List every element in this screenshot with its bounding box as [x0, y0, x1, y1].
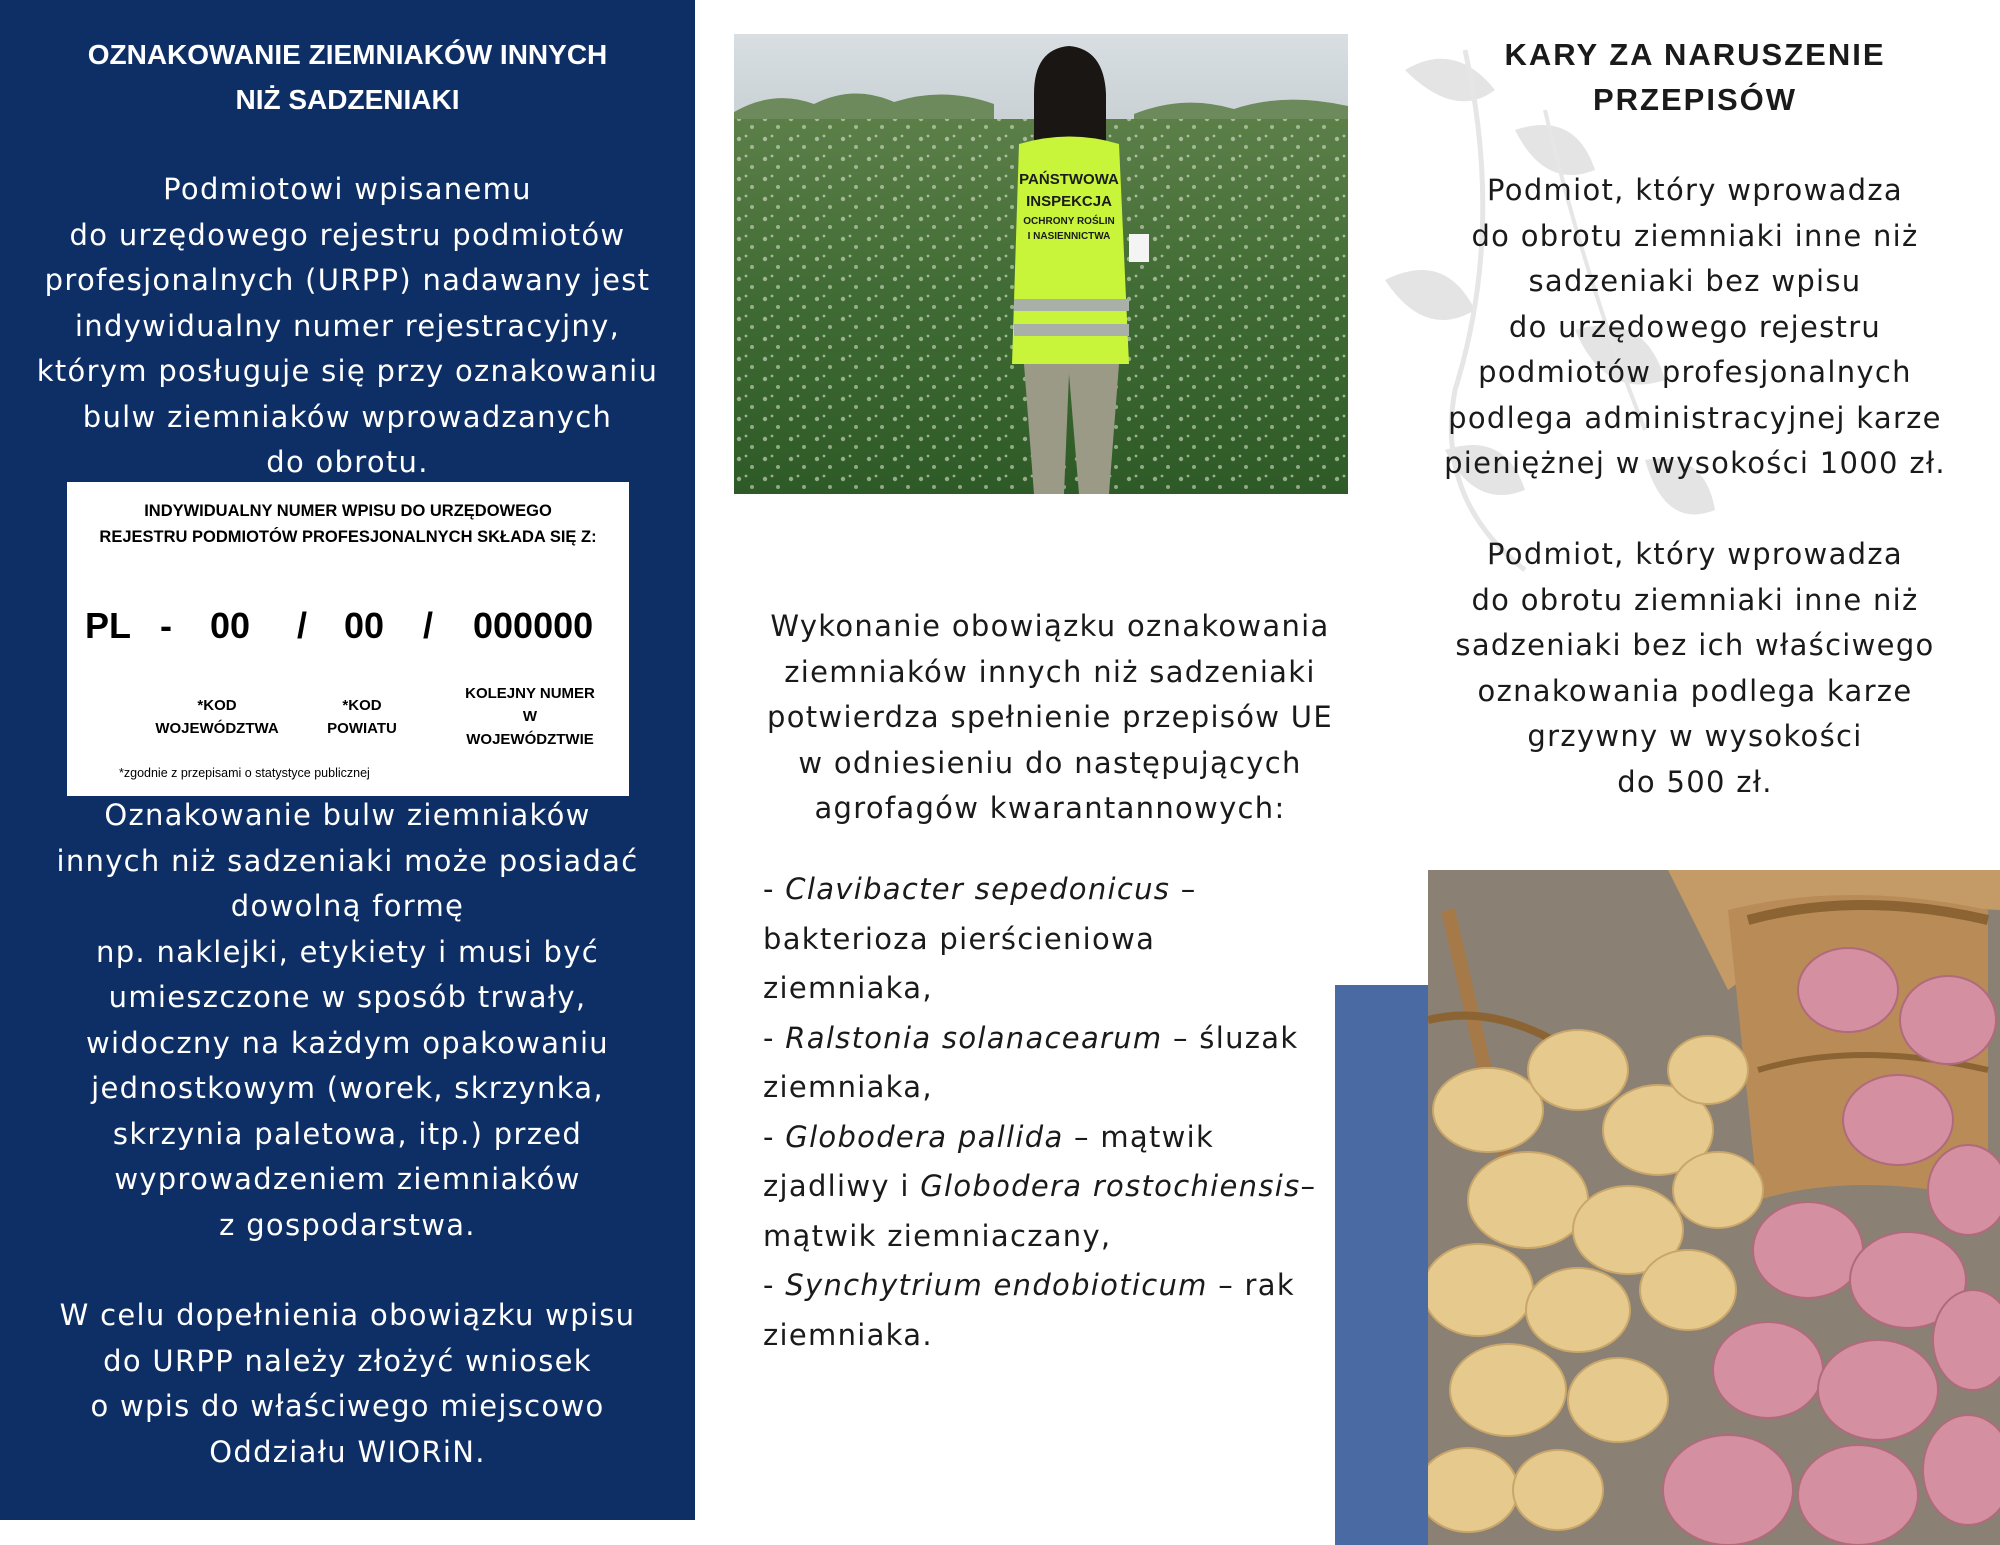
text-line: do urzędowego rejestru podmiotów: [69, 217, 626, 252]
pest-latin-name: Clavibacter sepedonicus: [785, 872, 1171, 906]
text-line: skrzynia paletowa, itp.) przed: [112, 1116, 583, 1151]
pest-item: [763, 865, 1323, 1014]
pest-description: – rak ziemniaka.: [763, 1268, 1295, 1352]
text-line: pieniężnej w wysokości 1000 zł.: [1444, 446, 1946, 480]
reg-label-line: *KOD: [342, 697, 382, 714]
bullet: -: [763, 1020, 786, 1055]
potatoes-photo: [1428, 870, 2000, 1545]
reg-label-line: POWIATU: [327, 720, 397, 737]
pest-latin-name: Globodera pallida: [785, 1119, 1064, 1154]
penalties-title: [1410, 32, 1980, 122]
text-line: jednostkowym (worek, skrzynka,: [91, 1071, 604, 1105]
pest-item: [763, 1261, 1323, 1360]
reg-heading: [67, 498, 629, 550]
left-title-line: OZNAKOWANIE ZIEMNIAKÓW INNYCH: [87, 39, 608, 70]
text-line: Podmiot, który wprowadza: [1487, 173, 1903, 207]
quarantine-pest-list: [763, 865, 1323, 1360]
pest-latin-name: Globodera rostochiensis: [920, 1169, 1301, 1203]
registration-paragraph: [20, 167, 675, 486]
text-line: do obrotu ziemniaki inne niż: [1471, 582, 1919, 617]
text-line: w odniesieniu do następujących: [798, 745, 1302, 780]
reg-label-voivodeship: [147, 694, 287, 740]
text-line: agrofagów kwarantannowych:: [814, 791, 1286, 825]
reg-code-slash: /: [423, 605, 434, 646]
vest-text: INSPEKCJA: [1026, 193, 1112, 210]
reg-code-county: 00: [344, 605, 385, 646]
text-line: sadzeniaki bez ich właściwego: [1455, 628, 1935, 662]
bullet: -: [763, 1268, 786, 1302]
pest-description: – śluzak ziemniaka,: [763, 1020, 1299, 1104]
text-line: do URPP należy złożyć wniosek: [103, 1343, 592, 1378]
pest-item: [763, 1014, 1323, 1113]
text-line: grzywny w wysokości: [1527, 719, 1863, 753]
text-line: widoczny na każdym opakowaniu: [86, 1025, 609, 1060]
text-line: do 500 zł.: [1617, 764, 1773, 799]
reg-label-line: KOLEJNY NUMER: [465, 685, 595, 702]
reg-label-line: WOJEWÓDZTWIE: [466, 731, 594, 748]
application-paragraph: [20, 1293, 675, 1475]
right-title-line: PRZEPISÓW: [1592, 82, 1797, 117]
reg-code-slash: /: [297, 605, 308, 646]
text-line: do urzędowego rejestru: [1508, 309, 1882, 344]
text-line: Podmiot, który wprowadza: [1487, 537, 1903, 571]
text-line: oznakowania podlega karze: [1477, 673, 1913, 708]
reg-code-dash: -: [160, 605, 172, 646]
text-line: Wykonanie obowiązku oznakowania: [770, 609, 1330, 643]
text-line: którym posługuje się przy oznakowaniu: [36, 354, 659, 388]
bullet: -: [763, 872, 786, 906]
text-line: Oznakowanie bulw ziemniaków: [104, 798, 591, 832]
text-line: potwierdza spełnienie przepisów UE: [767, 700, 1333, 734]
left-title: [20, 32, 675, 122]
text-line: z gospodarstwa.: [219, 1207, 476, 1242]
text-line: podmiotów profesjonalnych: [1478, 355, 1912, 389]
vest-text: OCHRONY ROŚLIN: [1023, 216, 1115, 227]
inspector-field-photo: [734, 34, 1348, 494]
vest-text: PAŃSTWOWA: [1019, 171, 1119, 188]
text-line: podlega administracyjnej karze: [1448, 400, 1942, 435]
bullet: -: [763, 1119, 786, 1154]
text-line: wyprowadzeniem ziemniaków: [114, 1162, 581, 1196]
pest-description: – mątwik zjadliwy i: [763, 1119, 1215, 1203]
penalty-paragraph-labeling: [1395, 532, 1995, 805]
left-title-line: NIŻ SADZENIAKI: [235, 84, 460, 115]
reg-code-country: PL: [85, 605, 132, 646]
reg-label-line: W: [522, 708, 538, 725]
reg-label-line: WOJEWÓDZTWA: [155, 720, 279, 737]
text-line: W celu dopełnienia obowiązku wpisu: [59, 1298, 636, 1332]
right-title-line: KARY ZA NARUSZENIE: [1504, 37, 1886, 72]
text-line: Oddziału WIORiN.: [209, 1434, 486, 1469]
text-line: innych niż sadzeniaki może posiadać: [56, 843, 639, 878]
text-line: profesjonalnych (URPP) nadawany jest: [44, 263, 651, 297]
text-line: o wpis do właściwego miejscowo: [90, 1389, 605, 1423]
reg-code-voivodeship: 00: [210, 605, 251, 646]
text-line: bulw ziemniaków wprowadzanych: [82, 399, 613, 434]
penalty-paragraph-register: [1395, 168, 1995, 487]
labeling-paragraph: [20, 793, 675, 1248]
quarantine-intro: [705, 604, 1395, 832]
reg-heading-line: INDYWIDUALNY NUMER WPISU DO URZĘDOWEGO: [144, 502, 552, 520]
reg-label-county: [312, 694, 412, 740]
text-line: np. naklejki, etykiety i musi być: [96, 934, 599, 969]
reg-label-sequence: [455, 682, 605, 751]
text-line: Podmiotowi wpisanemu: [163, 172, 532, 206]
text-line: sadzeniaki bez wpisu: [1528, 264, 1862, 298]
reg-footnote: *zgodnie z przepisami o statystyce publicznej: [119, 766, 370, 780]
text-line: ziemniaków innych niż sadzeniaki: [784, 654, 1316, 689]
registration-number-box: [67, 482, 629, 796]
vest-text: I NASIENNICTWA: [1027, 231, 1111, 242]
text-line: do obrotu ziemniaki inne niż: [1471, 218, 1919, 253]
text-line: dowolną formę: [230, 889, 465, 923]
pest-description: – bakterioza pierścieniowa ziemniaka,: [763, 872, 1197, 1005]
reg-code-sequence: 000000: [473, 605, 594, 646]
text-line: do obrotu.: [266, 445, 429, 479]
pest-description: – mątwik ziemniaczany,: [763, 1169, 1317, 1253]
pest-latin-name: Synchytrium endobioticum: [785, 1268, 1208, 1302]
reg-label-line: *KOD: [197, 697, 237, 714]
text-line: umieszczone w sposób trwały,: [108, 980, 587, 1014]
reg-heading-line: REJESTRU PODMIOTÓW PROFESJONALNYCH SKŁADA SIĘ Z:: [99, 528, 597, 546]
pest-item: [763, 1113, 1323, 1262]
pest-latin-name: Ralstonia solanacearum: [785, 1020, 1163, 1055]
accent-block: [1335, 985, 1435, 1545]
text-line: indywidualny numer rejestracyjny,: [74, 308, 621, 343]
